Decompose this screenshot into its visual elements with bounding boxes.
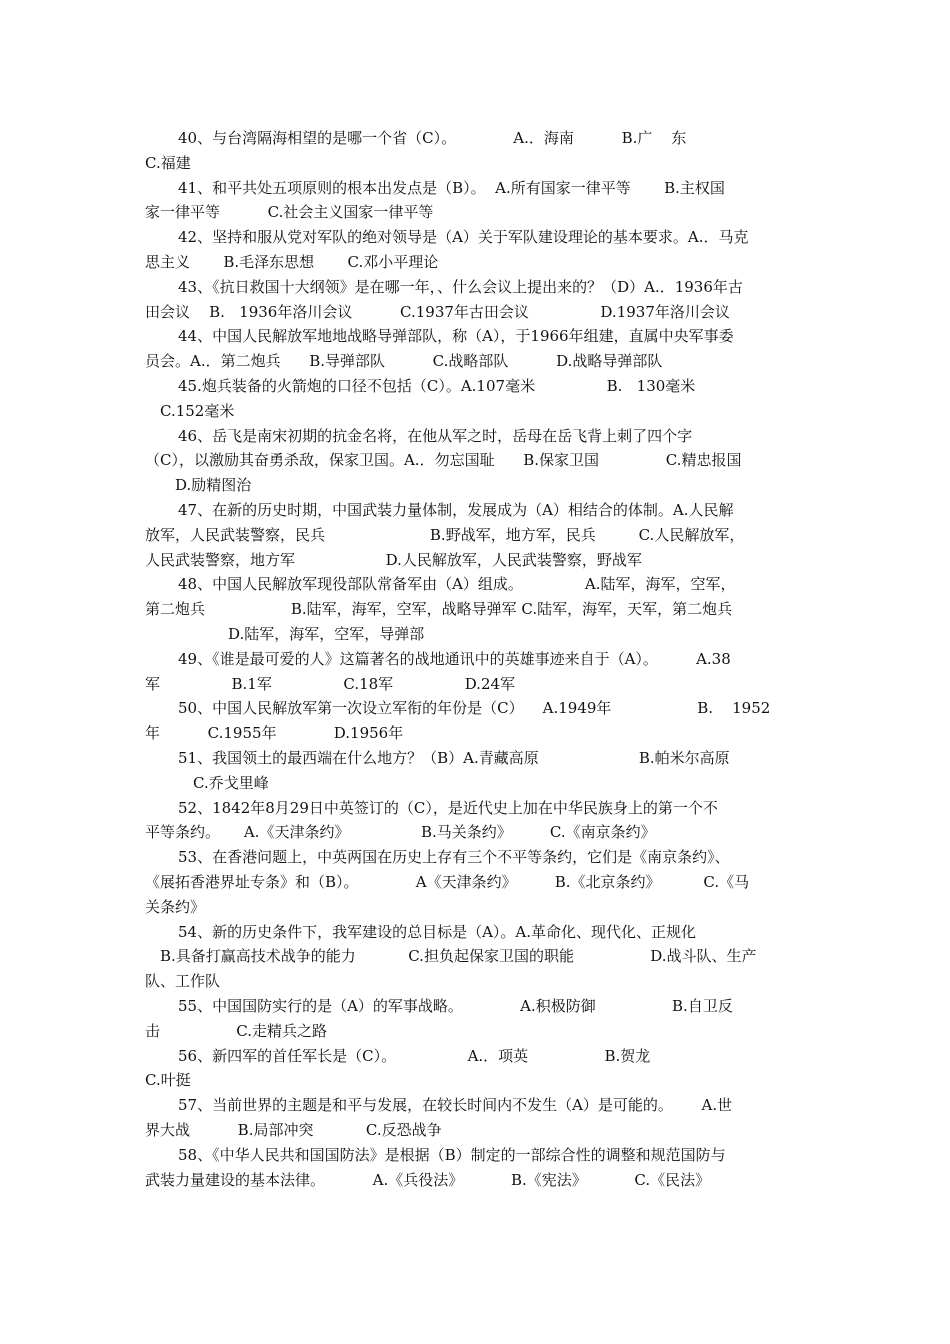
text-line: 年 C.1955年 D.1956年 (145, 724, 404, 742)
text-line: C.福建 (145, 154, 191, 172)
text-line: 45.炮兵装备的火箭炮的口径不包括（C）。A.107毫米 B. 130毫米 (178, 377, 696, 395)
text-line: D.陆军，海军，空军，导弹部 (228, 625, 425, 643)
text-line: 关条约》 (145, 898, 206, 916)
text-line: 平等条约。 A.《天津条约》 B.马关条约》 C.《南京条约》 (145, 823, 656, 841)
text-line: C.152毫米 (160, 402, 235, 420)
text-line: B.具备打赢高技术战争的能力 C.担负起保家卫国的职能 D.战斗队、生产 (160, 947, 757, 965)
text-line: 41、和平共处五项原则的根本出发点是（B）。 A.所有国家一律平等 B.主权国 (178, 179, 725, 197)
text-line: 54、新的历史条件下，我军建设的总目标是（A）。A.革命化、现代化、正规化 (178, 923, 697, 941)
text-line: 武装力量建设的基本法律。 A.《兵役法》 B.《宪法》 C.《民法》 (145, 1171, 711, 1189)
text-line: 57、当前世界的主题是和平与发展，在较长时间内不发生（A）是可能的。 A.世 (178, 1096, 733, 1114)
text-line: C.乔戈里峰 (193, 774, 269, 792)
text-line: 放军，人民武装警察，民兵 B.野战军，地方军，民兵 C.人民解放军， (145, 526, 745, 544)
text-line: 员会。A.．第二炮兵 B.导弹部队 C.战略部队 D.战略导弹部队 (145, 352, 663, 370)
text-line: 50、中国人民解放军第一次设立军衔的年份是（C） A.1949年 B. 1952 (178, 699, 771, 717)
text-line: 《展拓香港界址专条》和（B）。 A《天津条约》 B.《北京条约》 C.《马 (145, 873, 750, 891)
text-line: 58、《中华人民共和国国防法》是根据（B）制定的一部综合性的调整和规范国防与 (178, 1146, 726, 1164)
text-line: 第二炮兵 B.陆军，海军，空军，战略导弹军 C.陆军，海军，天军，第二炮兵 (145, 600, 733, 618)
text-line: 43、《抗日救国十大纲领》是在哪一年，、什么会议上提出来的？（D）A.．1936年古 (178, 278, 743, 296)
text-line: 46、岳飞是南宋初期的抗金名将，在他从军之时，岳母在岳飞背上刺了四个字 (178, 427, 693, 445)
text-line: 思主义 B.毛泽东思想 C.邓小平理论 (145, 253, 439, 271)
text-line: 军 B.1军 C.18军 D.24军 (145, 675, 516, 693)
text-line: 界大战 B.局部冲突 C.反恐战争 (145, 1121, 442, 1139)
text-line: 49、《谁是最可爱的人》这篇著名的战地通讯中的英雄事迹来自于（A）。 A.38 (178, 650, 731, 668)
text-line: 56、新四军的首任军长是（C）。 A.．项英 B.贺龙 (178, 1047, 651, 1065)
text-line: 55、中国国防实行的是（A）的军事战略。 A.积极防御 B.自卫反 (178, 997, 733, 1015)
text-line: 田会议 B. 1936年洛川会议 C.1937年古田会议 D.1937年洛川会议 (145, 303, 730, 321)
text-line: 51、我国领土的最西端在什么地方？（B）A.青藏高原 B.帕米尔高原 (178, 749, 730, 767)
text-line: 队、工作队 (145, 972, 221, 990)
text-line: 40、与台湾隔海相望的是哪一个省（C）。 A.．海南 B.广 东 (178, 129, 687, 147)
text-line: 53、在香港问题上，中英两国在历史上存有三个不平等条约，它们是《南京条约》、 (178, 848, 730, 866)
text-line: 人民武装警察，地方军 D.人民解放军，人民武装警察，野战军 (145, 551, 642, 569)
text-line: （C），以激励其奋勇杀敌，保家卫国。A.．勿忘国耻 B.保家卫国 C.精忠报国 (145, 451, 742, 469)
text-line: 家一律平等 C.社会主义国家一律平等 (145, 203, 434, 221)
text-line: C.叶挺 (145, 1071, 191, 1089)
text-line: 42、坚持和服从党对军队的绝对领导是（A）关于军队建设理论的基本要求。A.．马克 (178, 228, 749, 246)
text-line: 击 C.走精兵之路 (145, 1022, 328, 1040)
text-line: 52、1842年8月29日中英签订的（C），是近代史上加在中华民族身上的第一个不 (178, 799, 718, 817)
text-line: 48、中国人民解放军现役部队常备军由（A）组成。 A.陆军，海军，空军， (178, 575, 736, 593)
text-line: 47、在新的历史时期，中国武装力量体制，发展成为（A）相结合的体制。A.人民解 (178, 501, 734, 519)
text-line: D.励精图治 (175, 476, 252, 494)
text-line: 44、中国人民解放军地地战略导弹部队，称（A），于1966年组建，直属中央军事委 (178, 327, 734, 345)
